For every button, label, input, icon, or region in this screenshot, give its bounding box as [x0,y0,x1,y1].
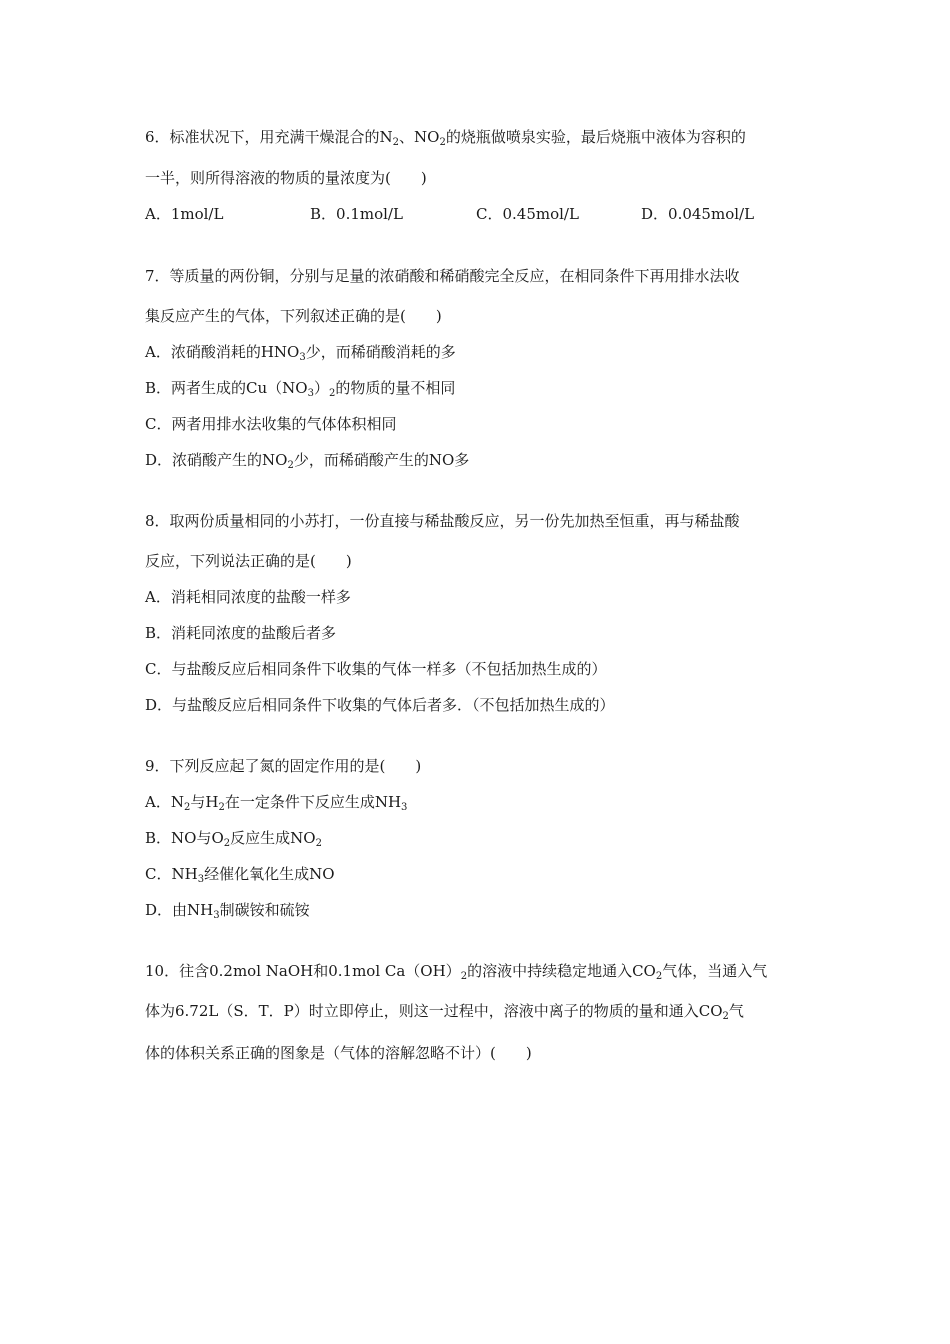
subscript: 2 [315,838,322,849]
q6-text: 6．标准状况下，用充满干燥混合的N [145,128,393,146]
q7-stem-line-1: 7．等质量的两份铜，分别与足量的浓硝酸和稀硝酸完全反应，在相同条件下再用排水法收 [145,267,740,285]
q10-stem-line-1 [145,961,767,981]
subscript: 2 [183,802,191,813]
q7-text: 的物质的量不相同 [335,379,456,397]
q9-text: B．NO与O [145,829,224,847]
q6-option-d: D．0.045mol/L [641,205,755,223]
subscript: 3 [197,874,205,885]
q7-text: A．浓硝酸消耗的HNO [145,343,300,361]
q8-option-c: C．与盐酸反应后相同条件下收集的气体一样多（不包括加热生成的） [145,660,607,678]
q7-text: 少，而稀硝酸产生的NO多 [293,451,470,469]
q7-option-a [145,342,456,362]
q9-text: C．NH [145,865,198,883]
q10-text: 的溶液中持续稳定地通入CO [467,962,656,980]
q7-text: ） [313,379,329,397]
q7-option-b [145,378,455,398]
q10-text: 气 [728,1002,744,1020]
q6-option-c: C．0.45mol/L [476,205,579,223]
q10-text: 体为6.72L（S．T．P）时立即停止，则这一过程中，溶液中离子的物质的量和通入CO [145,1002,723,1020]
q7-option-d [145,450,469,470]
q7-text: 少，而稀硝酸消耗的多 [305,343,456,361]
subscript: 2 [722,1011,729,1022]
subscript: 3 [213,910,220,921]
q9-stem: 9．下列反应起了氮的固定作用的是( ) [145,757,422,775]
q9-option-c [145,864,335,884]
q7-text: D．浓硝酸产生的NO [145,451,288,469]
q9-text: 在一定条件下反应生成NH [224,793,402,811]
q6-text: 的烧瓶做喷泉实验，最后烧瓶中液体为容积的 [445,128,746,146]
q8-stem-line-2: 反应，下列说法正确的是( ) [145,552,352,570]
q9-text: 制碳铵和硫铵 [219,901,310,919]
q9-text: 经催化氧化生成NO [204,865,335,883]
q10-text: 10．往含0.2mol NaOH和0.1mol Ca（OH） [145,962,461,980]
q9-text: A．N [145,793,184,811]
q9-text: 与H [190,793,219,811]
q10-text: 气体，当通入气 [662,962,768,980]
q9-option-b [145,828,322,848]
subscript: 2 [218,802,225,813]
q9-text: 反应生成NO [230,829,316,847]
subscript: 2 [439,137,446,148]
subscript: 3 [307,388,314,399]
subscript: 3 [299,352,306,363]
subscript: 3 [401,802,408,813]
q8-option-b: B．消耗同浓度的盐酸后者多 [145,624,337,642]
q6-text: 、NO [399,128,440,146]
subscript: 2 [287,460,294,471]
subscript: 2 [655,971,663,982]
q10-stem-line-3: 体的体积关系正确的图象是（气体的溶解忽略不计）( ) [145,1044,532,1062]
q9-option-a [145,792,407,812]
q8-option-a: A．消耗相同浓度的盐酸一样多 [145,588,351,606]
q7-text: B．两者生成的Cu（NO [145,379,308,397]
q7-option-c: C．两者用排水法收集的气体体积相同 [145,415,397,433]
q8-stem-line-1: 8．取两份质量相同的小苏打，一份直接与稀盐酸反应，另一份先加热至恒重，再与稀盐酸 [145,512,740,530]
q6-option-a: A．1mol/L [145,205,224,223]
q9-option-d [145,900,310,920]
q9-text: D．由NH [145,901,214,919]
subscript: 2 [460,971,468,982]
q8-option-d: D．与盐酸反应后相同条件下收集的气体后者多．（不包括加热生成的） [145,696,615,714]
q7-stem-line-2: 集反应产生的气体，下列叙述正确的是( ) [145,307,442,325]
subscript: 2 [223,838,231,849]
q6-stem-line-2: 一半，则所得溶液的物质的量浓度为( ) [145,169,427,187]
subscript: 2 [328,388,336,399]
q6-option-b: B．0.1mol/L [310,205,403,223]
q6-stem-line-1 [145,127,746,147]
subscript: 2 [392,137,400,148]
q10-stem-line-2 [145,1001,744,1021]
